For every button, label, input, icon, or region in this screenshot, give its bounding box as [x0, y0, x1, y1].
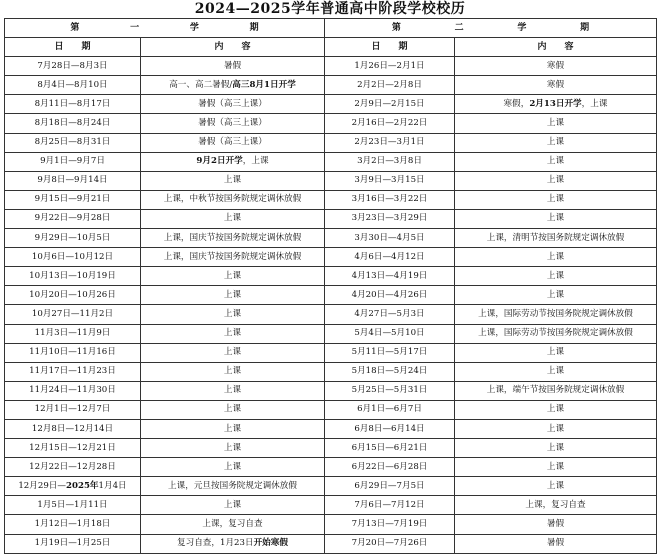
calendar-week-row	[5, 190, 657, 209]
semester-1-date-cell	[5, 477, 141, 496]
cell-text-segment: 上课	[546, 480, 565, 491]
semester-2-date-cell: 3月30日—4月5日	[325, 229, 455, 248]
semester-2-date-cell: 2月9日—2月15日	[325, 95, 455, 114]
semester-2-char: 二	[454, 22, 464, 33]
cell-text-segment: 上课	[223, 404, 242, 415]
semester-1-date-cell: 9月1日—9月7日	[5, 152, 141, 171]
calendar-week-row	[5, 515, 657, 534]
calendar-week-row	[5, 324, 657, 343]
cell-text-segment: 上课	[223, 499, 242, 510]
calendar-week-row	[5, 133, 657, 152]
cell-text-segment: 复习自查，1月23日	[177, 538, 254, 549]
calendar-week-row	[5, 95, 657, 114]
semester-2-date-cell: 1月26日—2月1日	[325, 57, 455, 76]
cell-text-segment: 上课	[546, 156, 565, 167]
semester-2-date-cell: 4月6日—4月12日	[325, 248, 455, 267]
calendar-week-row	[5, 286, 657, 305]
semester-header-row	[5, 19, 657, 38]
calendar-week-row	[5, 362, 657, 381]
cell-text-segment: 上课	[223, 347, 242, 358]
semester-2-content-cell	[455, 248, 657, 267]
semester-2-content-cell	[455, 133, 657, 152]
cell-text-segment: 暑假	[546, 538, 565, 549]
semester-1-content-cell	[141, 534, 325, 553]
cell-text-segment: 9月2日开学	[196, 156, 243, 167]
column-header-row	[5, 38, 657, 57]
semester-2-content-cell	[455, 76, 657, 95]
semester-1-date-cell: 9月15日—9月21日	[5, 190, 141, 209]
semester-2-date-cell: 2月23日—3月1日	[325, 133, 455, 152]
semester-2-content-cell	[455, 496, 657, 515]
semester-2-content-cell	[455, 381, 657, 400]
semester-1-date-cell: 8月11日—8月17日	[5, 95, 141, 114]
semester-1-char: 期	[249, 22, 259, 33]
calendar-week-row	[5, 229, 657, 248]
semester-1-date-cell: 8月25日—8月31日	[5, 133, 141, 152]
semester-2-content-cell	[455, 305, 657, 324]
semester-1-content-cell	[141, 381, 325, 400]
cell-text-segment: 上课	[546, 289, 565, 300]
cell-text-segment: 上课	[546, 404, 565, 415]
semester-1-content-cell	[141, 171, 325, 190]
semester-2-char: 第	[391, 22, 401, 33]
semester-2-content-cell	[455, 209, 657, 228]
semester-1-content-cell	[141, 515, 325, 534]
semester-1-date-cell: 12月15日—12月21日	[5, 439, 141, 458]
semester-1-content-cell	[141, 458, 325, 477]
semester-1-header	[5, 19, 325, 38]
semester-1-content-cell	[141, 267, 325, 286]
semester-2-date-cell: 5月4日—5月10日	[325, 324, 455, 343]
cell-text-segment: 上课	[546, 213, 565, 224]
semester-2-content-cell	[455, 477, 657, 496]
cell-text-segment: 上课	[223, 366, 242, 377]
semester-2-content-cell	[455, 286, 657, 305]
semester-1-date-cell: 11月17日—11月23日	[5, 362, 141, 381]
calendar-week-row	[5, 343, 657, 362]
cell-text-segment: 暑假（高三上课）	[198, 137, 267, 148]
calendar-week-row	[5, 534, 657, 553]
semester-2-content-cell	[455, 515, 657, 534]
cell-text-segment: 高一、高二暑假/	[169, 79, 233, 90]
cell-text-segment: 上课	[546, 175, 565, 186]
semester-1-char: 第	[70, 22, 80, 33]
semester-2-content-cell	[455, 171, 657, 190]
semester-1-content-cell	[141, 305, 325, 324]
semester-2-date-cell: 5月18日—5月24日	[325, 362, 455, 381]
semester-2-char: 学	[517, 22, 527, 33]
semester-2-date-cell: 2月16日—2月22日	[325, 114, 455, 133]
semester-1-content-cell	[141, 439, 325, 458]
semester-2-date-cell: 6月1日—6月7日	[325, 400, 455, 419]
semester-2-header	[325, 19, 657, 38]
semester-2-date-cell: 7月20日—7月26日	[325, 534, 455, 553]
semester-1-date-cell: 12月1日—12月7日	[5, 400, 141, 419]
semester-2-date-cell: 4月27日—5月3日	[325, 305, 455, 324]
calendar-week-row	[5, 267, 657, 286]
semester-2-content-cell	[455, 534, 657, 553]
calendar-week-row	[5, 477, 657, 496]
semester-1-date-cell: 1月5日—1月11日	[5, 496, 141, 515]
cell-text-segment: 上课	[223, 328, 242, 339]
cell-text-segment: 上课	[223, 423, 242, 434]
semester-1-content-cell	[141, 133, 325, 152]
calendar-week-row	[5, 419, 657, 438]
cell-text-segment: 上课	[223, 175, 242, 186]
semester-1-date-cell: 12月22日—12月28日	[5, 458, 141, 477]
semester-1-date-cell: 9月22日—9月28日	[5, 209, 141, 228]
semester-1-content-cell	[141, 190, 325, 209]
semester-1-content-cell	[141, 477, 325, 496]
semester-1-content-cell	[141, 286, 325, 305]
cell-text-segment: 上课，国庆节按国务院规定调休放假	[163, 251, 302, 262]
semester-2-date-cell: 7月6日—7月12日	[325, 496, 455, 515]
semester-2-date-cell: 6月22日—6月28日	[325, 458, 455, 477]
calendar-week-row	[5, 381, 657, 400]
cell-text-segment: 上课，中秋节按国务院规定调休放假	[163, 194, 302, 205]
semester-1-date-cell: 10月20日—10月26日	[5, 286, 141, 305]
calendar-week-row	[5, 76, 657, 95]
semester-2-content-cell	[455, 324, 657, 343]
semester-1-content-cell	[141, 209, 325, 228]
semester-1-date-cell: 10月13日—10月19日	[5, 267, 141, 286]
semester-2-date-cell: 4月20日—4月26日	[325, 286, 455, 305]
calendar-week-row	[5, 57, 657, 76]
semester-2-content-cell	[455, 362, 657, 381]
cell-text-segment: 寒假	[546, 79, 565, 90]
cell-text-segment: 上课	[546, 194, 565, 205]
semester-1-date-cell: 11月10日—11月16日	[5, 343, 141, 362]
semester-1-date-cell: 11月3日—11月9日	[5, 324, 141, 343]
semester-1-date-cell: 1月19日—1月25日	[5, 534, 141, 553]
cell-text-segment: 暑假	[546, 518, 565, 529]
cell-text-segment: 2月13日开学	[529, 98, 582, 109]
cell-text-segment: ，上课	[242, 156, 269, 167]
cell-text-segment: 上课，国际劳动节按国务院规定调休放假	[478, 328, 633, 339]
semester-2-content-cell	[455, 57, 657, 76]
semester-2-date-cell: 3月2日—3月8日	[325, 152, 455, 171]
calendar-week-row	[5, 248, 657, 267]
semester-1-char: 学	[189, 22, 199, 33]
semester-1-content-cell	[141, 419, 325, 438]
semester-2-content-header: 内 容	[455, 38, 657, 57]
cell-text-segment: 高三8月1日开学	[232, 79, 296, 90]
semester-1-content-header: 内 容	[141, 38, 325, 57]
cell-text-segment: 上课	[223, 289, 242, 300]
semester-1-date-cell: 1月12日—1月18日	[5, 515, 141, 534]
semester-2-date-cell: 2月2日—2月8日	[325, 76, 455, 95]
semester-1-date-cell: 10月27日—11月2日	[5, 305, 141, 324]
semester-2-date-cell: 3月16日—3月22日	[325, 190, 455, 209]
semester-1-date-cell: 11月24日—11月30日	[5, 381, 141, 400]
calendar-week-row	[5, 439, 657, 458]
semester-2-content-cell	[455, 419, 657, 438]
cell-text-segment: 上课	[546, 137, 565, 148]
cell-text-segment: 1月4日	[98, 480, 127, 491]
calendar-week-row	[5, 171, 657, 190]
cell-text-segment: 上课，端午节按国务院规定调休放假	[486, 385, 625, 396]
calendar-week-row	[5, 305, 657, 324]
semester-2-content-cell	[455, 229, 657, 248]
cell-text-segment: 上课，国际劳动节按国务院规定调休放假	[478, 308, 633, 319]
semester-1-content-cell	[141, 95, 325, 114]
cell-text-segment: 上课，国庆节按国务院规定调休放假	[163, 232, 302, 243]
semester-2-date-cell: 3月23日—3月29日	[325, 209, 455, 228]
semester-1-date-cell: 8月18日—8月24日	[5, 114, 141, 133]
cell-text-segment: 上课	[546, 270, 565, 281]
semester-1-date-cell: 10月6日—10月12日	[5, 248, 141, 267]
cell-text-segment: 上课	[223, 385, 242, 396]
cell-text-segment: 暑假（高三上课）	[198, 118, 267, 129]
semester-1-content-cell	[141, 400, 325, 419]
cell-text-segment: 上课，元旦按国务院规定调休放假	[168, 480, 297, 491]
semester-1-content-cell	[141, 343, 325, 362]
semester-1-date-cell: 9月8日—9月14日	[5, 171, 141, 190]
cell-text-segment: 上课	[546, 347, 565, 358]
semester-2-content-cell	[455, 114, 657, 133]
semester-1-content-cell	[141, 152, 325, 171]
semester-1-date-cell: 7月28日—8月3日	[5, 57, 141, 76]
semester-2-date-cell: 3月9日—3月15日	[325, 171, 455, 190]
semester-2-date-header: 日 期	[325, 38, 455, 57]
semester-1-char: 一	[130, 22, 140, 33]
semester-1-content-cell	[141, 76, 325, 95]
cell-text-segment: 上课	[546, 442, 565, 453]
calendar-week-row	[5, 114, 657, 133]
semester-2-date-cell: 5月11日—5月17日	[325, 343, 455, 362]
semester-1-date-header: 日 期	[5, 38, 141, 57]
cell-text-segment: 上课	[546, 461, 565, 472]
calendar-week-row	[5, 496, 657, 515]
cell-text-segment: 寒假	[546, 60, 565, 71]
calendar-week-row	[5, 152, 657, 171]
cell-text-segment: 上课	[546, 423, 565, 434]
semester-2-char: 期	[580, 22, 590, 33]
cell-text-segment: 上课	[546, 251, 565, 262]
semester-2-content-cell	[455, 343, 657, 362]
cell-text-segment: 暑假	[223, 60, 242, 71]
semester-1-date-cell: 8月4日—8月10日	[5, 76, 141, 95]
semester-2-content-cell	[455, 458, 657, 477]
semester-1-date-cell: 9月29日—10月5日	[5, 229, 141, 248]
cell-text-segment: 上课	[223, 308, 242, 319]
semester-1-content-cell	[141, 229, 325, 248]
semester-2-content-cell	[455, 190, 657, 209]
semester-1-content-cell	[141, 248, 325, 267]
semester-1-content-cell	[141, 362, 325, 381]
semester-2-content-cell	[455, 152, 657, 171]
semester-1-content-cell	[141, 57, 325, 76]
cell-text-segment: ，上课	[581, 98, 608, 109]
cell-text-segment: 上课，复习自查	[202, 518, 263, 529]
semester-2-date-cell: 6月29日—7月5日	[325, 477, 455, 496]
semester-2-date-cell: 4月13日—4月19日	[325, 267, 455, 286]
cell-text-segment: 上课	[546, 366, 565, 377]
cell-text-segment: 暑假（高三上课）	[198, 98, 267, 109]
cell-text-segment: 2025年	[66, 480, 99, 491]
semester-1-date-cell: 12月8日—12月14日	[5, 419, 141, 438]
cell-text-segment: 上课	[223, 213, 242, 224]
calendar-week-row	[5, 400, 657, 419]
cell-text-segment: 上课	[546, 118, 565, 129]
cell-text-segment: 上课	[223, 461, 242, 472]
semester-1-content-cell	[141, 324, 325, 343]
school-calendar-table	[4, 18, 657, 554]
semester-2-date-cell: 5月25日—5月31日	[325, 381, 455, 400]
semester-2-content-cell	[455, 439, 657, 458]
semester-2-date-cell: 6月8日—6月14日	[325, 419, 455, 438]
cell-text-segment: 上课	[223, 270, 242, 281]
calendar-week-row	[5, 458, 657, 477]
cell-text-segment: 上课	[223, 442, 242, 453]
calendar-title: 2024—2025学年普通高中阶段学校校历	[194, 1, 466, 17]
cell-text-segment: 12月29日—	[18, 480, 66, 491]
semester-2-date-cell: 6月15日—6月21日	[325, 439, 455, 458]
cell-text-segment: 上课，清明节按国务院规定调休放假	[486, 232, 625, 243]
semester-2-content-cell	[455, 95, 657, 114]
cell-text-segment: 开始寒假	[253, 538, 288, 549]
semester-1-content-cell	[141, 496, 325, 515]
semester-2-date-cell: 7月13日—7月19日	[325, 515, 455, 534]
cell-text-segment: 寒假，	[503, 98, 530, 109]
cell-text-segment: 上课，复习自查	[525, 499, 586, 510]
semester-2-content-cell	[455, 267, 657, 286]
semester-2-content-cell	[455, 400, 657, 419]
semester-1-content-cell	[141, 114, 325, 133]
calendar-week-row	[5, 209, 657, 228]
